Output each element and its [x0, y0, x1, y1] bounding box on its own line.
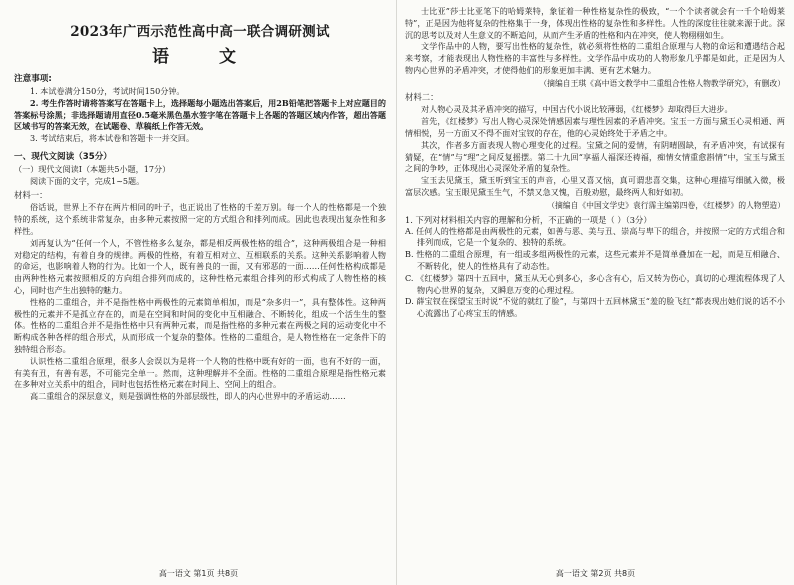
subsection-heading: （一）现代文阅读I（本题共5小题，17分）: [14, 163, 171, 174]
notice-item: 2. 考生作答时请将答案写在答题卡上，选择题每小题选出答案后，用2B铅笔把答题卡上对应题目的答案标号涂黑；非选择题请用直径0.5毫米黑色墨水签字笔在答题卡上各题的答题区域内作答，超出答题区域书写的答案无效，在试题卷、草稿纸上作答无效。: [14, 97, 386, 132]
question-stem: 1. 下列对材料相关内容的理解和分析，不正确的一项是（ ）（3分）: [405, 214, 652, 225]
paragraph: 俗话说，世界上不存在两片相同的叶子，也正说出了性格的千差万别。每一个人的性格都是一个独特的系统，这个系统非常复杂，由多种元素按照一定的方式组合和排列而成。因此也表现出复杂性和多样性。: [14, 202, 386, 236]
option-d: D. 薛宝钗在探望宝玉时说“不觉的就红了脸”，与第四十五回林黛玉“羞的脸飞红”都表现出她们说的话不小心流露出了心疼宝玉的情感。: [405, 296, 785, 319]
paragraph: 其次，作者多方面表现人物心理变化的过程。宝黛之间的爱情，有阴晴圆缺，有矛盾冲突，有试探有猜疑，在“情”与“理”之间反复摇摆。第二十九回“享福人福深还祷福，痴情女情重愈斟情”中，宝玉与黛玉之间的争吵，正体现出心灵深处矛盾的复杂性。: [405, 139, 785, 174]
option-c: C. 《红楼梦》第四十五回中，黛玉从无心到多心，多心含有心，后又转为伤心，真切的心理流程体现了人物内心世界的复杂，又瞬息万变的心理过程。: [405, 272, 785, 295]
paragraph: 首先，《红楼梦》写出人物心灵深处情感因素与理性因素的矛盾冲突。宝玉一方面与黛玉心灵相通、两情相悦，另一方面又不得不面对宝钗的存在，他的心灵始终处于矛盾之中。: [405, 116, 785, 138]
paragraph: 文学作品中的人物，要写出性格的复杂性，就必须将性格的二重组合原理与人物的命运和遭遇结合起来考察，才能表现出人物性格的丰富性与多样性。文学作品中成功的人物形象几乎都是如此，正是因为人物内心世界的矛盾冲突，才使得他们的形象更加丰满、更有艺术魅力。: [405, 41, 785, 75]
page-footer: 高一语文 第2页 共8页: [555, 569, 636, 578]
exam-title: 2023年广西示范性高中高一联合调研测试: [70, 24, 330, 40]
subject-heading: 语 文: [152, 47, 258, 67]
paragraph: 高二重组合的深层意义，则是强调性格的外部层级性，即人的内心世界中的矛盾运动……: [30, 391, 346, 402]
paragraph: 宝玉去见黛玉，黛玉听到宝玉的声音，心里又喜又恼，真可谓悲喜交集，这种心理描写细腻入微，极富层次感。宝玉眼见黛玉生气，不禁又急又愧，百般劝慰，最终两人和好如初。: [405, 175, 785, 197]
paragraph: 对人物心灵及其矛盾冲突的描写，中国古代小说比较薄弱，《红楼梦》却取得巨大进步。: [421, 104, 733, 115]
notice-item: 1. 本试卷满分150分，考试时间150分钟。: [30, 86, 185, 96]
source-citation: （摘编自王琪《高中语文教学中二重组合性格人物教学研究》，有删改）: [539, 78, 785, 88]
page-footer: 高一语文 第1页 共8页: [158, 569, 239, 578]
page-right: [397, 0, 794, 585]
instruction: 阅读下面的文字，完成1~5题。: [30, 175, 145, 186]
notice-item: 3. 考试结束后，将本试卷和答题卡一并交回。: [30, 133, 195, 144]
right-column: [405, 6, 785, 320]
paragraph: 刘再复认为“任何一个人，不管性格多么复杂，都是相反两极性格的组合”，这种两极组合是一种相对稳定的结构，有着自身的规律。两极的性格，有着互相对立、互相联系的关系。这种关系影响着人物的命运，也影响着人物的行为。比如一个人，既有善良的一面，又有邪恶的一面……任何性格构成都是由两种性格元素按照相反的方向组合排列而成的，这种性格元素组合排列的形式构成了人物性格的核心，同时也产生出独特的魅力。: [14, 237, 386, 295]
paragraph: 性格的二重组合，并不是指性格中两极性的元素简单相加，而是“杂多归一”，具有整体性。这种两极性的元素并不是孤立存在的，而是在空间和时间的变化中互相融合、不断转化，组成一个活生生的整体。性格的二重组合并不是指性格中只有两种元素，而是指性格的多种元素在两极之间的运动变化中不断构成各种各样的组合形式，从而形成一个复杂的整体。性格的二重组合，是人物性格在一定条件下的独特组合形态。: [14, 296, 386, 354]
source-citation: （摘编自《中国文学史》袁行霈主编第四卷，《红楼梦》的人物塑造）: [547, 200, 785, 210]
material-label: 材料二：: [405, 91, 439, 102]
option-b: B. 性格的二重组合原理，有一组或多组两极性的元素，这些元素并不是简单叠加在一起，而是互相融合、不断转化，使人的性格具有了动态性。: [405, 249, 785, 271]
material-label: 材料一：: [14, 189, 48, 200]
notice-heading: 注意事项:: [14, 74, 52, 84]
paragraph: 士比亚”莎士比亚笔下的哈姆莱特，象征着一种性格复杂性的极致，“一个个读者就会有一千个哈姆莱特”，正是因为他将复杂的性格集于一身，体现出性格的复杂性和多样性。人性的深度往往就来源于此。深沉的思考以及对人生意义的不断追问，从而产生矛盾的性格和内在冲突，使人物栩栩如生。: [405, 6, 785, 40]
option-a: A. 任何人的性格都是由两极性的元素，如善与恶、美与丑、崇高与卑下的组合，并按照一定的方式组合和排列而成，它是一个复杂的、独特的系统。: [405, 225, 785, 248]
paragraph: 认识性格二重组合原理，很多人会误以为是将一个人物的性格中既有好的一面，也有不好的一面，有美有丑，有善有恶，不可能完全单一。然而，这种理解并不全面。性格的二重组合原理是指性格元素在多种对立关系中的组合，同时也包括性格元素在时间上、空间上的组合。: [14, 355, 386, 390]
section-heading: 一、现代文阅读（35分）: [14, 151, 112, 162]
left-column: [14, 6, 386, 403]
